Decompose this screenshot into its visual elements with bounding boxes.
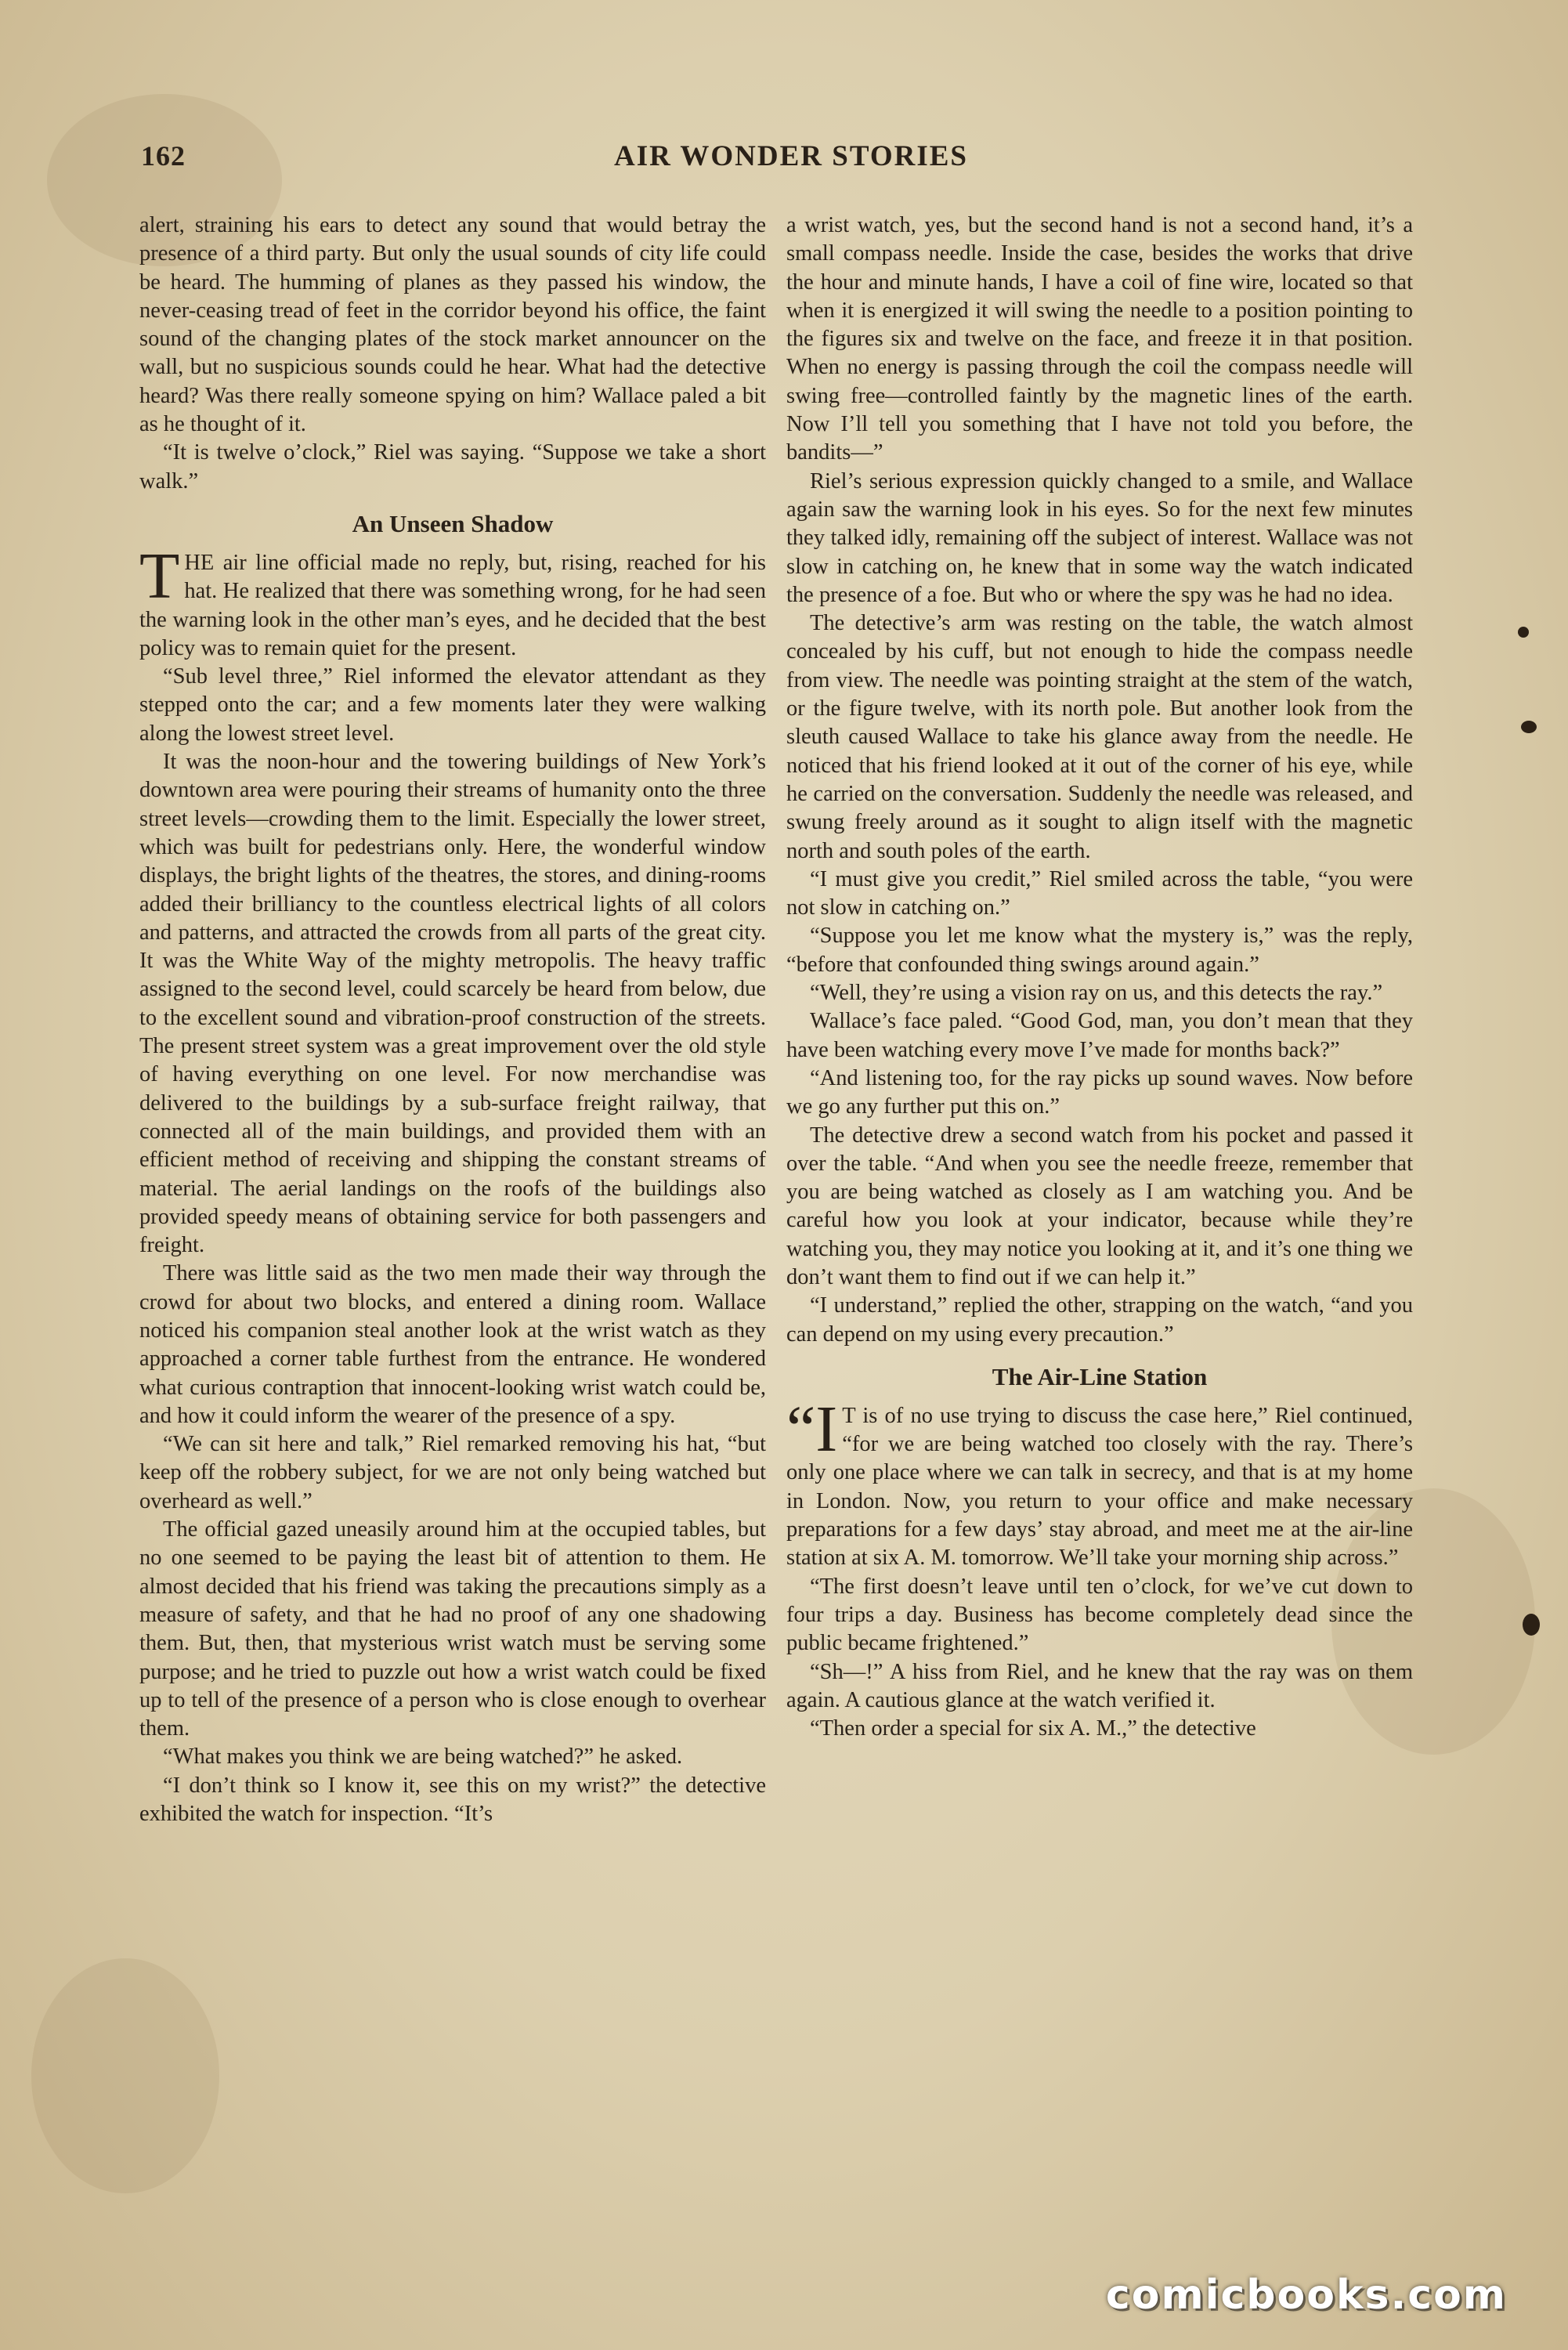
paragraph-text: T is of no use trying to discuss the case here,” Riel continued, “for we are being watched too closely with the ray. There’s only one place where we can talk in secrecy, and that is at my home in London. Now, you return to your office and make necessary preparations for a few days’ stay abroad, and meet me at the air-line station at six A. M. tomorrow. We’ll take your morning ship across.” <box>786 1403 1413 1571</box>
staple-hole <box>1518 627 1529 638</box>
paragraph: “I don’t think so I know it, see this on my wrist?” the detective exhibited the watch for inspection. “It’s <box>139 1773 766 1827</box>
page-header <box>141 139 1441 186</box>
paragraph: “Sub level three,” Riel informed the elevator attendant as they stepped onto the car; and a few moments later they were walking along the lowest street level. <box>139 664 766 746</box>
paragraph: The official gazed uneasily around him at the occupied tables, but no one seemed to be paying the least bit of attention to them. He almost decided that his friend was taking the precautions simply as a measure of safety, and that he had no proof of any one shadowing them. But, then, that mysterious wrist watch must be serving some purpose; and he tried to puzzle out how a wrist watch could be fixed up to tell of the presence of a person who is close enough to overhear them. <box>139 1517 766 1741</box>
paragraph: The detective drew a second watch from his pocket and passed it over the table. “And when you see the needle freeze, remember that you are being watched as closely as I am watching you. And be careful how you look at your indicator, because while they’re watching you, they may notice you looking at it, and it’s one thing we don’t want them to find out if we can help it.” <box>786 1123 1413 1289</box>
paragraph: alert, straining his ears to detect any sound that would betray the presence of a third party. But only the usual sounds of city life could be heard. The humming of planes as they passed his window, the never-ceasing tread of feet in the corridor beyond his office, the faint sound of the changing plates of the stock market announcer on the wall, but no suspicious sounds could he hear. What had the detective heard? Was there really someone spying on him? Wallace paled a bit as he thought of it. <box>139 213 766 437</box>
paragraph: Wallace’s face paled. “Good God, man, you don’t mean that they have been watching every move I’ve made for months back?” <box>786 1009 1413 1062</box>
paragraph: There was little said as the two men made their way through the crowd for about two blocks, and entered a dining room. Wallace noticed his companion steal another look at the wrist watch as they approached a corner table furthest from the entrance. He wondered what curious contraption that innocent-looking wrist watch could be, and how it could inform the wearer of the presence of a spy. <box>139 1261 766 1428</box>
paragraph: “I must give you credit,” Riel smiled across the table, “you were not slow in catching on.” <box>786 866 1413 920</box>
paragraph-text: HE air line official made no reply, but, rising, reached for his hat. He realized that there was something wrong, for he had seen the warning look in the other man’s eyes, and he decided that the best policy was to remain quiet for the present. <box>139 550 766 660</box>
paragraph: “What makes you think we are being watched?” he asked. <box>163 1744 683 1770</box>
drop-cap: T <box>139 539 180 613</box>
paragraph: “And listening too, for the ray picks up sound waves. Now before we go any further put this on.” <box>786 1065 1413 1119</box>
section-heading: An Unseen Shadow <box>352 509 554 537</box>
paragraph: “The first doesn’t leave until ten o’clock, for we’ve cut down to four trips a day. Business has become completely dead since the public became frightened.” <box>786 1574 1413 1656</box>
drop-cap: “I <box>786 1392 838 1466</box>
site-watermark: comicbooks.com <box>1105 2272 1507 2319</box>
paragraph: “We can sit here and talk,” Riel remarked removing his hat, “but keep off the robbery subject, for we are not only being watched but overheard as well.” <box>139 1432 766 1513</box>
magazine-title: AIR WONDER STORIES <box>613 140 969 172</box>
right-column <box>786 212 1413 2178</box>
staple-hole <box>1523 1614 1540 1636</box>
paragraph: “I understand,” replied the other, strapping on the watch, “and you can depend on my using every precaution.” <box>786 1293 1413 1347</box>
paragraph <box>139 539 766 663</box>
page-number: 162 <box>141 140 186 172</box>
paragraph: The detective’s arm was resting on the table, the watch almost concealed by his cuff, but not enough to hide the compass needle from view. The needle was pointing straight at the stem of the watch, or the figure twelve, with its north pole. But another look from the sleuth caused Wallace to take his glance away from the needle. He noticed that his friend looked at it out of the corner of his eye, while he carried on the conversation. Suddenly the needle was released, and swung freely around as it sought to align itself with the magnetic north and south poles of the earth. <box>786 611 1413 863</box>
paragraph: a wrist watch, yes, but the second hand is not a second hand, it’s a small compass needle. Inside the case, besides the works that drive the hour and minute hands, I have a coil of fine wire, located so that when it is energized it will swing the needle to a position pointing to the figures six and twelve on the face, and freeze it in that position. When no energy is passing through the coil the compass needle will swing free—controlled faintly by the magnetic lines of the earth. Now I’ll tell you something that I have not told you before, the bandits—” <box>786 213 1413 465</box>
section-heading: The Air-Line Station <box>992 1362 1208 1390</box>
paragraph: “It is twelve o’clock,” Riel was saying. “Suppose we take a short walk.” <box>139 440 766 494</box>
paragraph: Riel’s serious expression quickly changed to a smile, and Wallace again saw the warning look in his eyes. So for the next few minutes they talked idly, remaining off the subject of interest. Wallace was not slow in catching on, he knew that in some way the watch indicated the presence of a foe. But who or where the spy was he had no idea. <box>786 468 1413 607</box>
staple-hole <box>1521 721 1537 733</box>
paragraph: It was the noon-hour and the towering buildings of New York’s downtown area were pouring their streams of humanity onto the three street levels—crowding them to the limit. Especially the lower street, which was built for pedestrians only. Here, the wonderful window displays, the bright lights of the theatres, the stores, and dining-rooms added their brilliancy to the countless electrical lights of all colors and patterns, and attracted the crowds from all parts of the great city. It was the White Way of the mighty metropolis. The heavy traffic assigned to the second level, could scarcely be heard from below, due to the excellent sound and vibration-proof construction of the streets. The present street system was a great improvement over the old style of having everything on one level. For now merchandise was delivered to the buildings by a sub-surface freight railway, that connected all of the main buildings, and provided them with an efficient method of receiving and shipping the constant streams of material. The aerial landings on the roofs of the buildings also provided speedy means of obtaining service for both passengers and freight. <box>139 750 766 1258</box>
paragraph: “Well, they’re using a vision ray on us, and this detects the ray.” <box>810 981 1383 1006</box>
paragraph <box>786 1392 1413 1573</box>
paragraph: “Suppose you let me know what the mystery is,” was the reply, “before that confounded thing swings around again.” <box>786 924 1413 977</box>
paragraph: “Sh—!” A hiss from Riel, and he knew that the ray was on them again. A cautious glance at the watch verified it. <box>786 1659 1413 1712</box>
left-column <box>139 212 766 2178</box>
paragraph: “Then order a special for six A. M.,” the detective <box>810 1716 1256 1741</box>
